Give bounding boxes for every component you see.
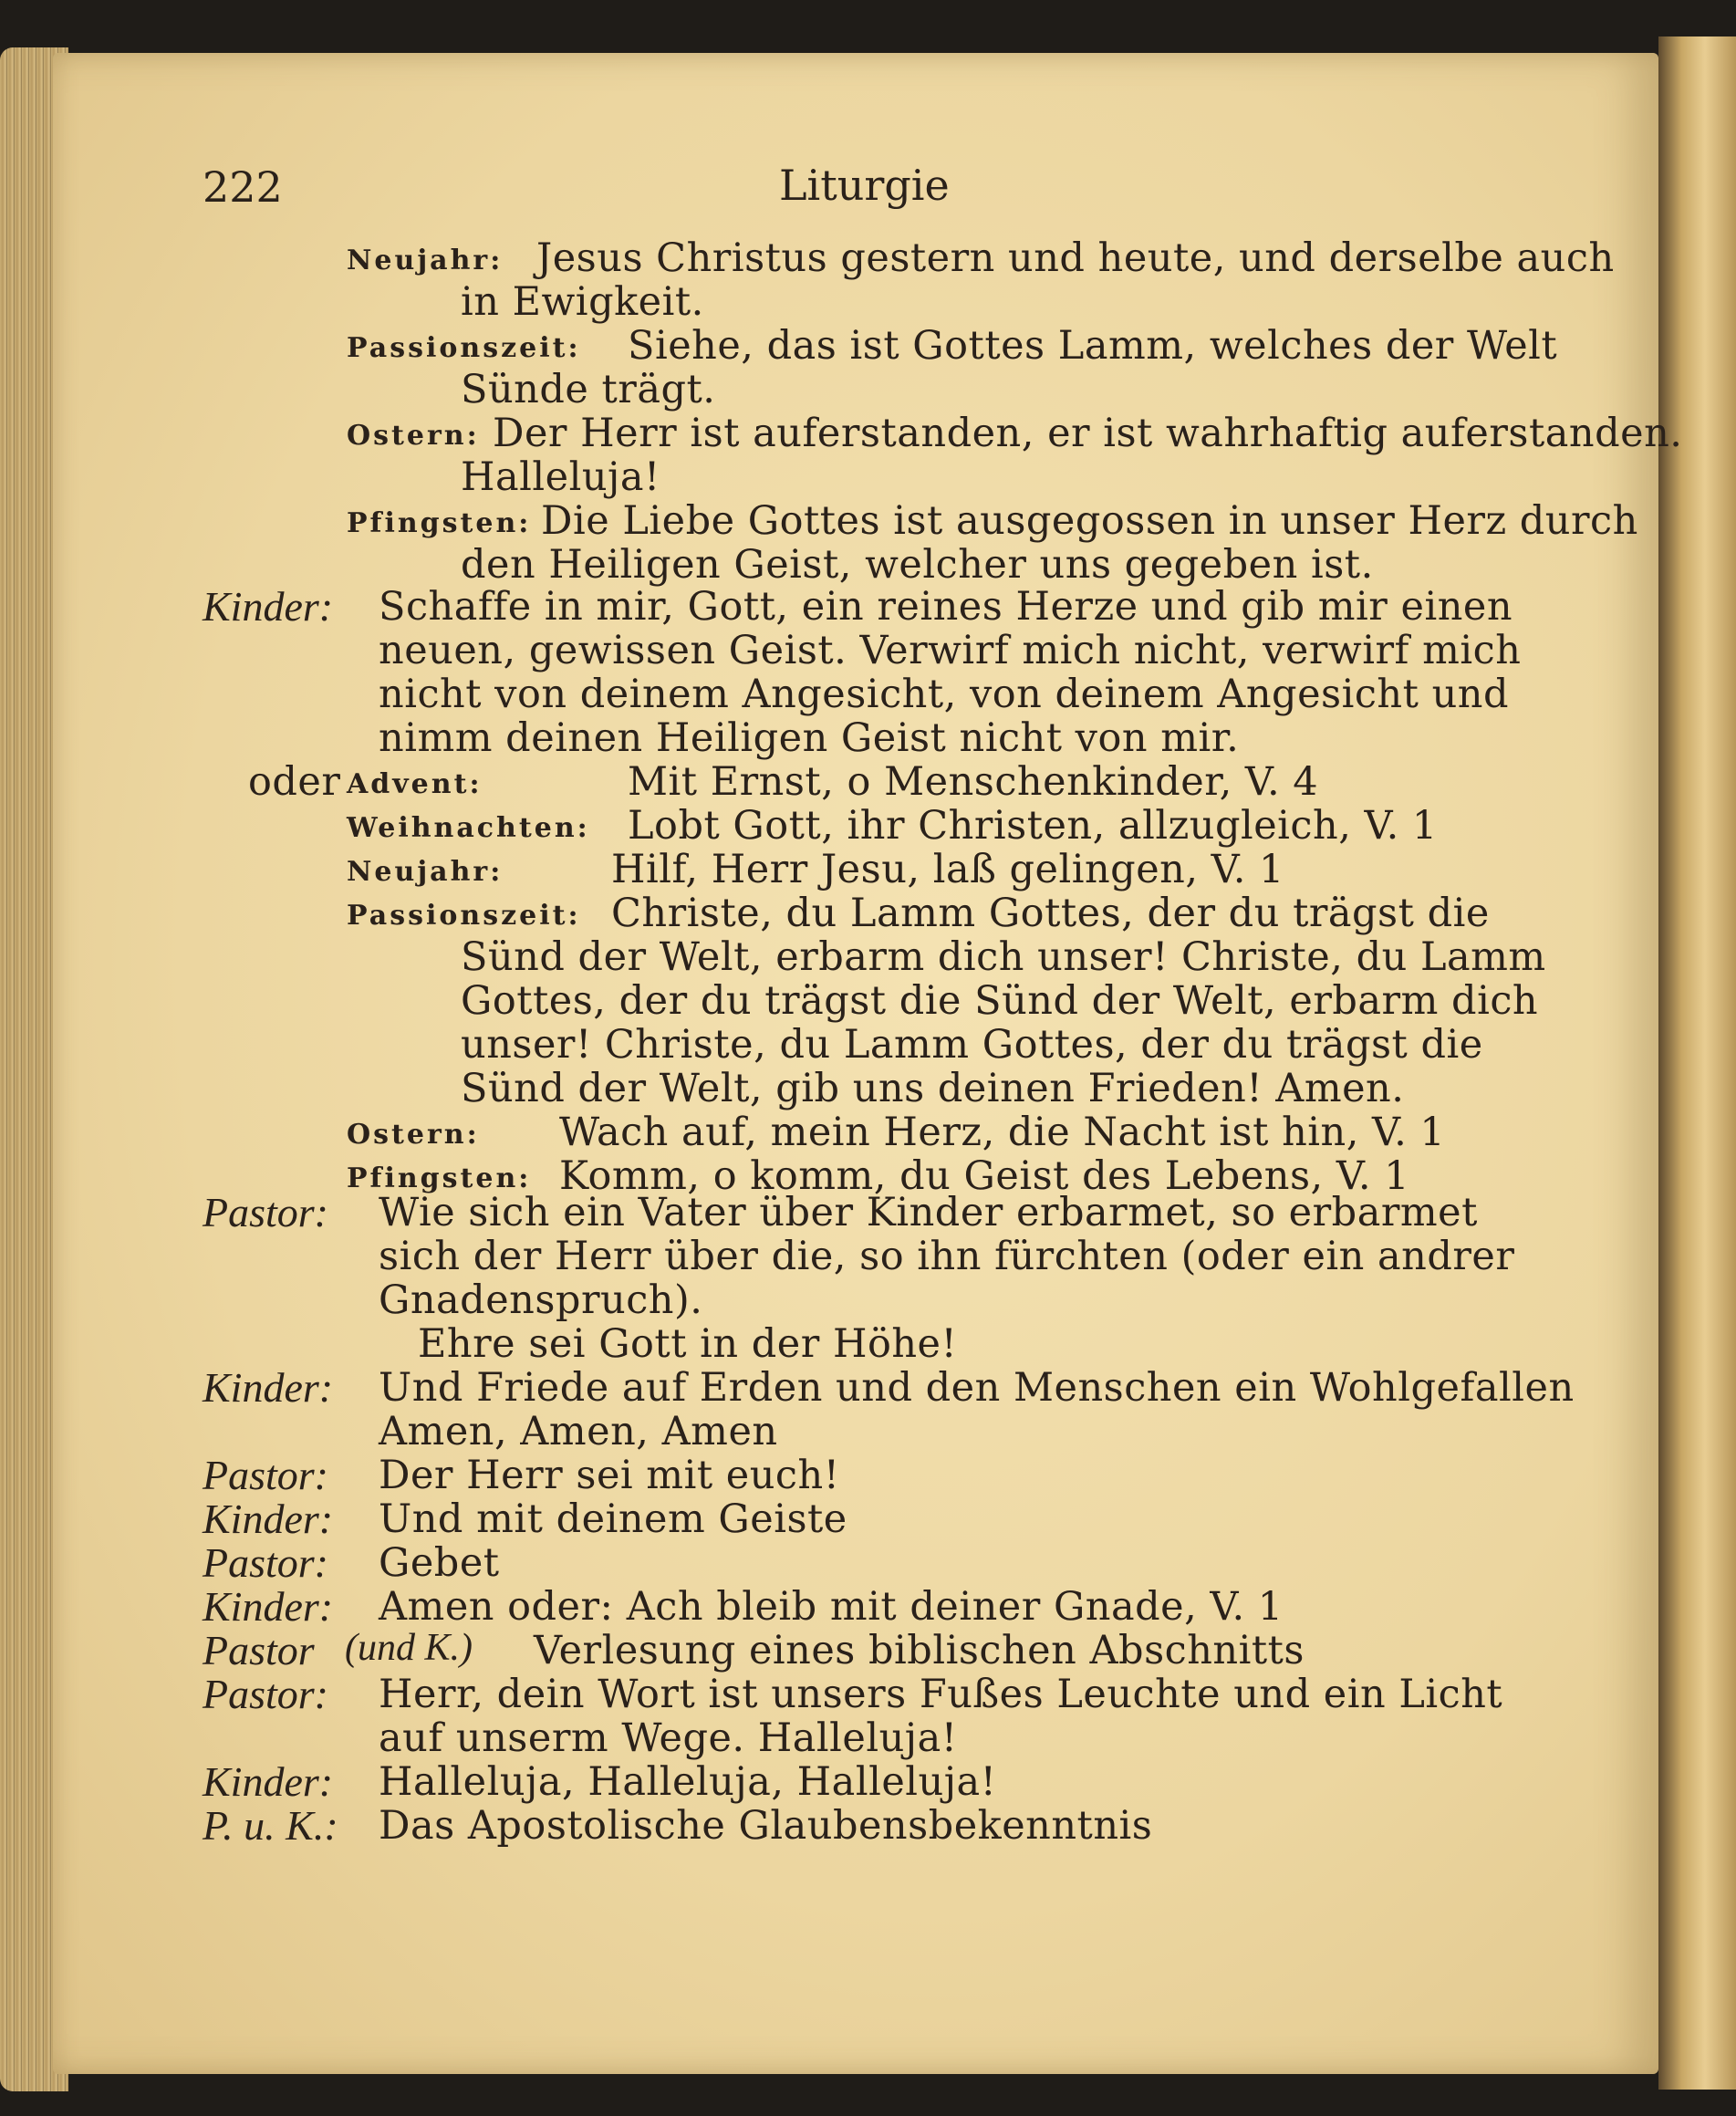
- verse-line: Jesus Christus gestern und heute, und derselbe auch: [536, 235, 1615, 281]
- speaker-role: Kinder:: [203, 583, 334, 630]
- hymn-line: Sünd der Welt, gib uns deinen Frieden! Amen.: [461, 1066, 1405, 1111]
- season-label: Neujahr:: [347, 856, 504, 888]
- hymn-line: Christe, du Lamm Gottes, der du trägst die: [611, 891, 1490, 936]
- response-line: Und mit deinem Geiste: [379, 1496, 847, 1542]
- speaker-role: Kinder:: [203, 1758, 334, 1805]
- response-line: nicht von deinem Angesicht, von deinem Angesicht und: [379, 672, 1509, 717]
- hymn-line: Sünd der Welt, erbarm dich unser! Christe, du Lamm: [461, 934, 1546, 980]
- response-line: Herr, dein Wort ist unsers Fußes Leuchte und ein Licht: [379, 1672, 1503, 1717]
- verse-line: Die Liebe Gottes ist ausgegossen in unser Herz durch: [541, 498, 1638, 544]
- verse-line: den Heiligen Geist, welcher uns gegeben ist.: [461, 542, 1374, 588]
- speaker-role: Pastor:: [203, 1452, 328, 1498]
- page-number: 222: [203, 162, 283, 212]
- speaker-role: Kinder:: [203, 1496, 334, 1542]
- response-line: Schaffe in mir, Gott, ein reines Herze und gib mir einen: [379, 584, 1513, 630]
- season-label: Weihnachten:: [347, 812, 590, 844]
- oder-label: oder: [248, 759, 341, 805]
- book-gutter: [1658, 36, 1736, 2090]
- speaker-role: Pastor:: [203, 1539, 328, 1586]
- hymn-line: Komm, o komm, du Geist des Lebens, V. 1: [559, 1153, 1410, 1199]
- response-line: Und Friede auf Erden und den Menschen ein Wohlgefallen: [379, 1365, 1575, 1411]
- season-label: Passionszeit:: [347, 900, 581, 932]
- verse-line: Halleluja!: [461, 454, 660, 500]
- season-label: Pfingsten:: [347, 1162, 532, 1194]
- season-label: Pfingsten:: [347, 507, 532, 539]
- response-line: Amen oder: Ach bleib mit deiner Gnade, V. 1: [379, 1584, 1284, 1630]
- response-line: Wie sich ein Vater über Kinder erbarmet, so erbarmet: [379, 1190, 1478, 1235]
- response-line: Verlesung eines biblischen Abschnitts: [534, 1628, 1305, 1673]
- season-label: Advent:: [347, 768, 483, 800]
- response-line: Halleluja, Halleluja, Halleluja!: [379, 1759, 997, 1805]
- response-line: Gnadenspruch).: [379, 1277, 703, 1323]
- speaker-role-extra: (und K.): [345, 1627, 473, 1669]
- page-title: Liturgie: [779, 161, 950, 210]
- response-line: Amen, Amen, Amen: [379, 1409, 778, 1454]
- speaker-role: P. u. K.:: [203, 1802, 338, 1849]
- response-line: neuen, gewissen Geist. Verwirf mich nicht, verwirf mich: [379, 628, 1522, 673]
- hymn-line: Lobt Gott, ihr Christen, allzugleich, V. 1: [628, 803, 1438, 849]
- season-label: Neujahr:: [347, 245, 504, 276]
- hymn-line: Wach auf, mein Herz, die Nacht ist hin, V. 1: [559, 1110, 1446, 1155]
- verse-line: Siehe, das ist Gottes Lamm, welches der Welt: [628, 323, 1558, 369]
- speaker-role: Pastor:: [203, 1671, 328, 1717]
- speaker-role: Pastor: [203, 1627, 315, 1673]
- speaker-role: Kinder:: [203, 1583, 334, 1630]
- season-label: Ostern:: [347, 420, 480, 452]
- hymn-line: Gottes, der du trägst die Sünd der Welt, erbarm dich: [461, 978, 1539, 1024]
- response-line: auf unserm Wege. Halleluja!: [379, 1715, 958, 1761]
- hymn-line: Mit Ernst, o Menschenkinder, V. 4: [628, 759, 1319, 805]
- speaker-role: Pastor:: [203, 1189, 328, 1235]
- response-line: Der Herr sei mit euch!: [379, 1453, 840, 1498]
- hymn-line: Hilf, Herr Jesu, laß gelingen, V. 1: [611, 847, 1284, 892]
- verse-line: Der Herr ist auferstanden, er ist wahrhaftig auferstanden.: [493, 411, 1683, 456]
- response-line: Gebet: [379, 1540, 500, 1586]
- season-label: Passionszeit:: [347, 332, 581, 364]
- season-label: Ostern:: [347, 1119, 480, 1151]
- response-line: Das Apostolische Glaubensbekenntnis: [379, 1803, 1153, 1849]
- response-line: sich der Herr über die, so ihn fürchten (oder ein andrer: [379, 1234, 1515, 1279]
- response-line: nimm deinen Heiligen Geist nicht von mir.: [379, 715, 1240, 761]
- verse-line: in Ewigkeit.: [461, 279, 704, 325]
- speaker-role: Kinder:: [203, 1364, 334, 1411]
- verse-line: Sünde trägt.: [461, 367, 716, 412]
- hymn-line: unser! Christe, du Lamm Gottes, der du trägst die: [461, 1022, 1483, 1068]
- gloria-line: Ehre sei Gott in der Höhe!: [418, 1321, 958, 1367]
